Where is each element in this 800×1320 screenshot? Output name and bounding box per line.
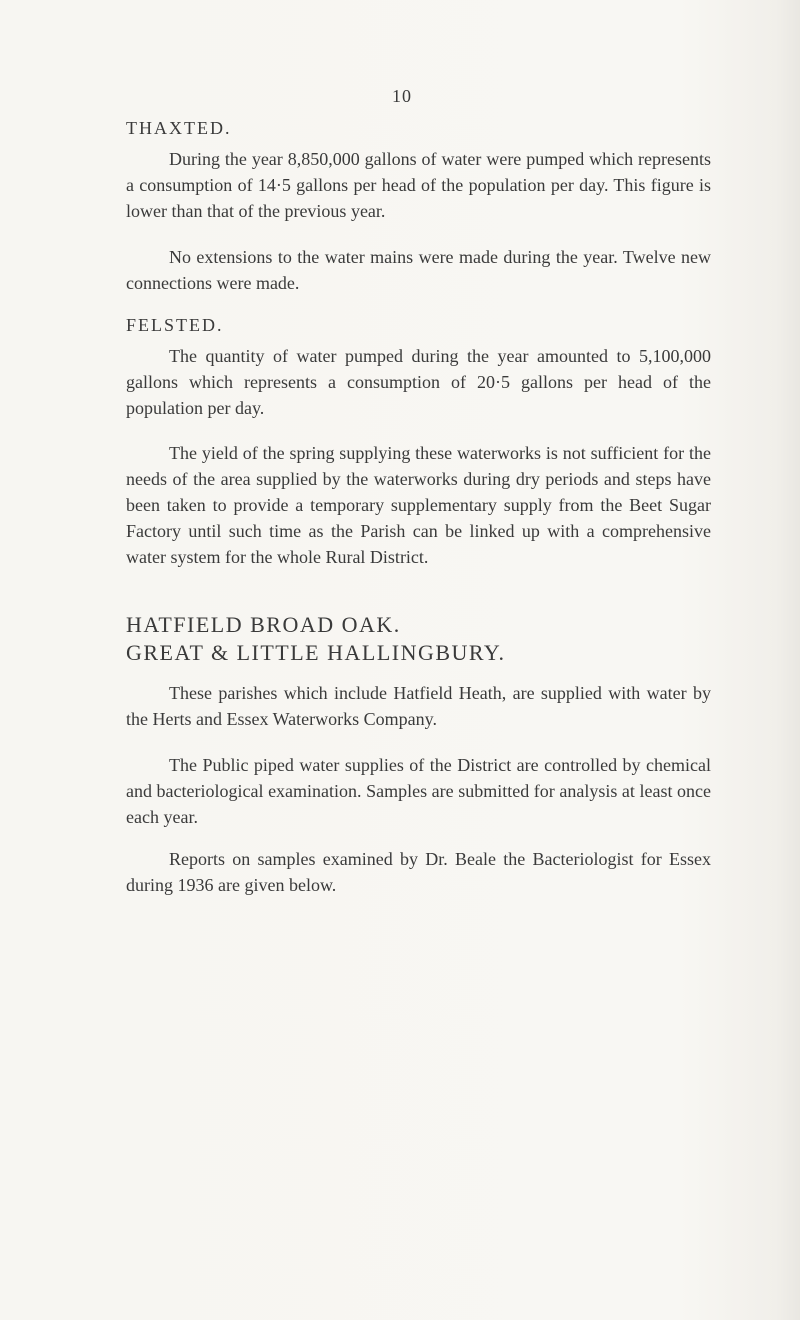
paragraph: The quantity of water pumped during the year amounted to 5,100,000 gallons which represents a consumption of 20·5 gallons per head of the population per day. [126,346,711,418]
paragraph: Reports on samples examined by Dr. Beale the Bacteriologist for Essex during 1936 are given below. [126,849,711,895]
section-heading-felsted: FELSTED. [126,315,224,335]
section-heading-hallingbury: GREAT & LITTLE HALLINGBURY. [126,640,506,665]
paragraph: These parishes which include Hatfield Heath, are supplied with water by the Herts and Essex Waterworks Company. [126,683,711,729]
section-heading-thaxted: THAXTED. [126,118,232,138]
section-heading-hatfield-broad-oak: HATFIELD BROAD OAK. [126,612,401,637]
paragraph: During the year 8,850,000 gallons of water were pumped which represents a consumption of 14·5 gallons per head of the population per day. This figure is lower than that of the previous year. [126,149,711,221]
paragraph: No extensions to the water mains were made during the year. Twelve new connections were made. [126,247,711,293]
page-number: 10 [392,86,412,106]
paragraph: The Public piped water supplies of the District are controlled by chemical and bacteriological examination. Samples are submitted for analysis at least once each year. [126,755,711,827]
paragraph: The yield of the spring supplying these waterworks is not sufficient for the needs of the area supplied by the waterworks during dry periods and steps have been taken to provide a temporary supplementary supply from the Beet Sugar Factory until such time as the Parish can be linked up with a comprehensive water system for the whole Rural District. [126,443,711,567]
